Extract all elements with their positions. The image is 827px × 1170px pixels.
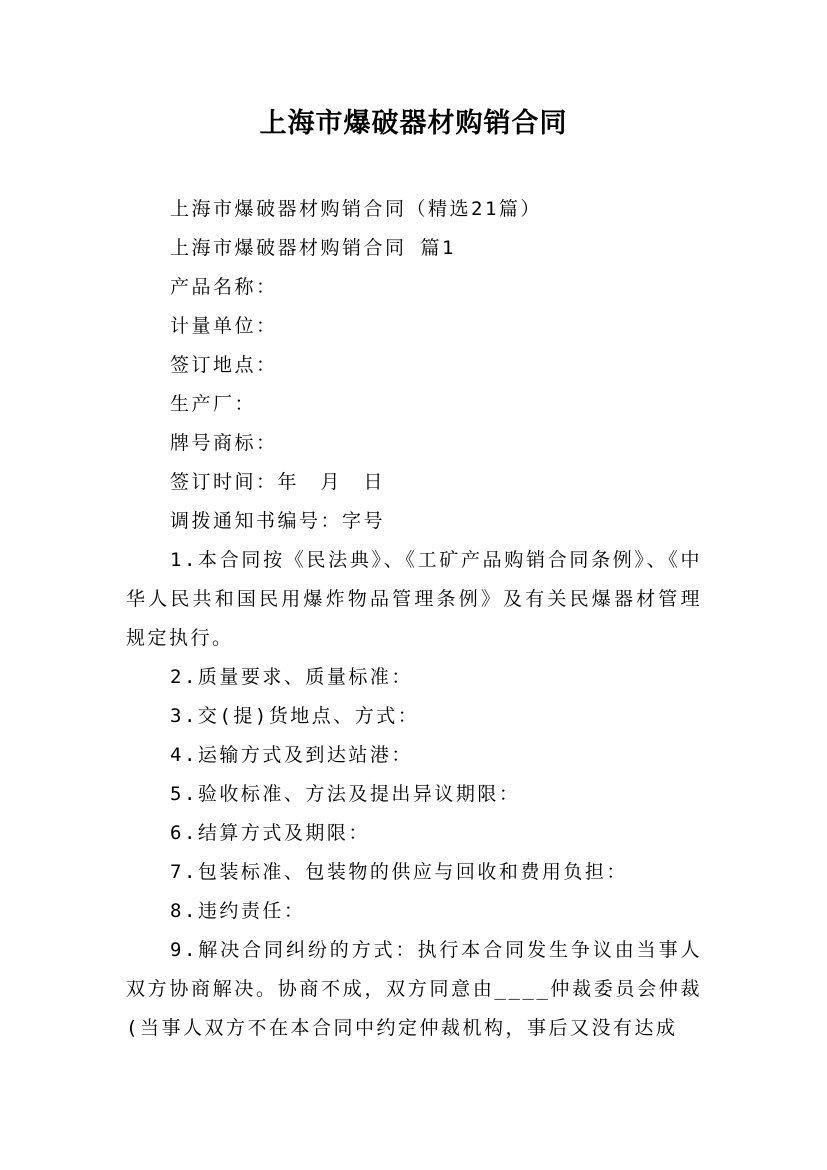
unit-field: 计量单位： bbox=[170, 315, 278, 337]
brand-field: 牌号商标： bbox=[170, 432, 278, 454]
notice-number-field: 调拨通知书编号：字号 bbox=[170, 510, 386, 532]
product-name-field: 产品名称： bbox=[170, 276, 278, 298]
clause-9: 9.解决合同纠纷的方式：执行本合同发生争议由当事人双方协商解决。协商不成，双方同意由____仲裁委员会仲裁(当事人双方不在本合同中约定仲裁机构，事后又没有达成 bbox=[126, 939, 702, 1039]
article-heading: 上海市爆破器材购销合同 篇1 bbox=[170, 237, 456, 259]
document-title: 上海市爆破器材购销合同 bbox=[259, 108, 568, 139]
subtitle-line: 上海市爆破器材购销合同（精选21篇） bbox=[170, 198, 542, 220]
clause-4: 4.运输方式及到达站港： bbox=[170, 744, 413, 766]
sign-place-field: 签订地点： bbox=[170, 354, 278, 376]
clause-5: 5.验收标准、方法及提出异议期限： bbox=[170, 783, 521, 805]
document-body bbox=[126, 190, 702, 1048]
clause-6: 6.结算方式及期限： bbox=[170, 822, 370, 844]
manufacturer-field: 生产厂： bbox=[170, 393, 257, 415]
clause-7: 7.包装标准、包装物的供应与回收和费用负担： bbox=[170, 861, 628, 883]
sign-time-field: 签订时间：年 月 日 bbox=[170, 471, 386, 493]
clause-2: 2.质量要求、质量标准： bbox=[170, 666, 413, 688]
clause-8: 8.违约责任： bbox=[170, 900, 306, 922]
clause-1: 1.本合同按《民法典》、《工矿产品购销合同条例》、《中华人民共和国民用爆炸物品管理条例》及有关民爆器材管理规定执行。 bbox=[126, 549, 702, 649]
clause-3: 3.交(提)货地点、方式： bbox=[170, 705, 420, 727]
